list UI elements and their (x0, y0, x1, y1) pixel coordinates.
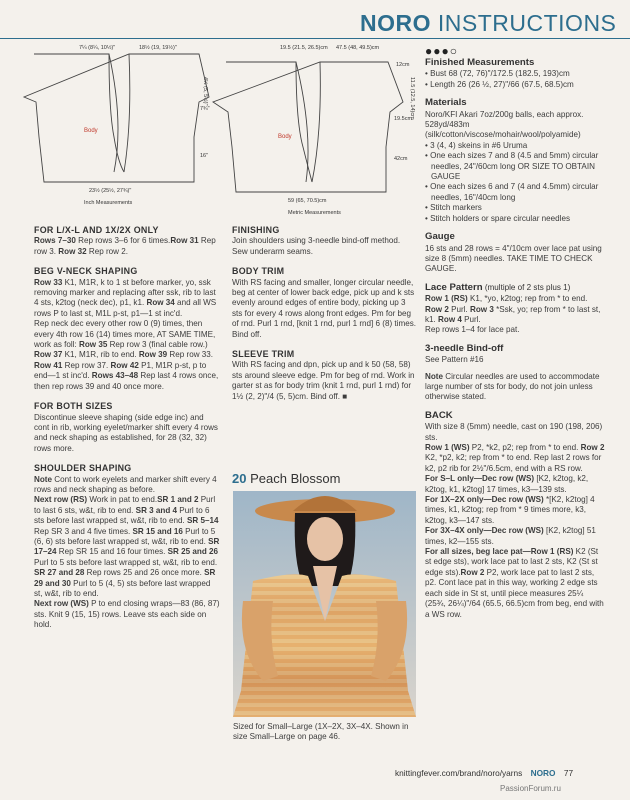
row-text: *[K2, k2tog] 4 times, k1, k2tog; rep from * 9 times more, k3, k2tog, k3—147 sts. (425, 495, 595, 525)
row-label: For all sizes, beg lace pat—Row 1 (RS) (425, 547, 574, 557)
paragraph (34, 236, 220, 257)
page-header (360, 10, 616, 37)
row-label: For S–L only—Dec row (WS) (425, 474, 535, 484)
row-label: Row 35 (78, 340, 108, 350)
row-label: Next row (WS) (34, 599, 89, 609)
bullet-text: Bust 68 (72, 76)"/172.5 (182.5, 193)cm (430, 69, 570, 79)
bullet-text: Length 26 (26 ½, 27)"/66 (67.5, 68.5)cm (430, 79, 574, 89)
row-text: P2, work lace pat to last 2 sts, p2. Cont lace pat in this way, working 2 edge sts each side in St st, until piece measures 25¼ (25¾, 26¼)"/64 (65.5, 66.5)cm from beg, end with a WS row. (425, 567, 604, 619)
row-label: Row 2 (425, 304, 449, 314)
paragraph (425, 495, 605, 526)
section-heading (425, 283, 605, 293)
paragraph (425, 294, 605, 325)
pattern-name: Peach Blossom (250, 471, 341, 486)
row-label: Row 39 (138, 350, 168, 360)
section-title: Finished Measurements (425, 57, 535, 68)
row-text: K1, M1R, rib to end. (62, 350, 139, 360)
bullet-item: • Stitch holders or spare circular needles (425, 213, 571, 223)
row-label: Row 37 (34, 350, 63, 360)
row-label: Row 31 (170, 236, 199, 246)
metric-right-top: 12cm (396, 62, 410, 68)
row-label: Row 32 (58, 246, 87, 256)
row-text: Rep row 3. (34, 236, 216, 256)
row-label: SR 27 and 28 (34, 568, 85, 578)
paragraph (425, 547, 605, 620)
inch-bottom: 23½ (25½, 27¾)" (89, 188, 132, 194)
row-text: P2, *k2, p2; rep from * to end. (469, 443, 581, 452)
inch-schematic (14, 42, 219, 222)
metric-top-right: 47.5 (48, 49.5)cm (336, 45, 380, 51)
row-text: Join shoulders using 3-needle bind-off method. Sew underarm seams. (232, 236, 401, 256)
row-text: [K2, k2tog, k2, k2tog, k1, k2tog] 17 times, k3—139 sts. (425, 474, 589, 494)
metric-top-left: 19.5 (21.5, 26.5)cm (280, 45, 328, 51)
bullet-item: • One each sizes 7 and 8 (4.5 and 5mm) circular needles, 24"/60cm long OR SIZE TO OBTAIN GAUGE (425, 151, 599, 182)
inch-right-bottom: 16" (200, 153, 209, 159)
row-text: With RS facing and dpn, pick up and k 50 (58, 58) sts around sleeve edge. Pm for beg of rnd. Work in garter st as for body trim (knit 1 rnd, purl 1 rnd) for 1½ (2, 2)"/4 (5, 5)cm. Bind off. ■ (232, 360, 415, 401)
section-heading: SHOULDER SHAPING (34, 463, 132, 474)
paragraph (425, 526, 605, 547)
skill-level-dots: ●●●○ (425, 44, 458, 58)
paragraph (34, 495, 220, 599)
metric-right-bottom: 42cm (394, 156, 408, 162)
bullet-item: • Bust 68 (72, 76)"/172.5 (182.5, 193)cm (425, 69, 570, 79)
section-title: Gauge (425, 231, 455, 243)
metric-caption: Metric Measurements (288, 210, 341, 216)
row-text: [K2, k2tog] 51 times, k2—155 sts. (425, 526, 596, 546)
row-label: For 1X–2X only—Dec row (WS) (425, 495, 544, 505)
row-label: Next row (RS) (34, 495, 88, 505)
row-text: Rep rows 3–6 for 6 times. (75, 236, 171, 246)
row-label: Row 41 (34, 360, 63, 370)
row-text: Rep SR 15 and 16 four times. (56, 547, 168, 557)
paragraph (34, 278, 220, 320)
row-text: Rep rows 1–4 for lace pat. (425, 325, 520, 335)
row-text: P to end closing wraps—83 (86, 87) sts. Knit 9 (15, 15) rows. Leave sts each side on hold. (34, 599, 220, 630)
section-heading: BODY TRIM (232, 266, 285, 277)
header-title: INSTRUCTIONS (437, 10, 617, 36)
section-note: (multiple of 2 sts plus 1) (482, 282, 571, 292)
section-heading: BEG V-NECK SHAPING (34, 266, 138, 277)
row-label: SR 25 and 26 (167, 547, 219, 557)
header-rule (0, 38, 630, 39)
section-heading: FOR BOTH SIZES (34, 401, 113, 412)
row-text: Rep last 4 rows once, then rep rows 39 and 40 once more. (34, 371, 219, 391)
row-label: Row 33 (34, 277, 63, 287)
row-label: Row 1 (WS) (425, 443, 470, 452)
section-title: Materials (425, 97, 467, 109)
row-label: Rows 7–30 (34, 236, 76, 246)
row-text: Purl to 5 (6, 6) sts before last wrapped st, w&t, rib to end. (34, 526, 216, 546)
row-label: Rows 43–48 (91, 371, 139, 381)
row-label: SR 17–24 (34, 536, 220, 557)
section-heading (425, 344, 605, 354)
row-text: Cont to work eyelets and marker shift every 4 rows and neck shaping as before. (34, 474, 217, 494)
row-text: K1, M1R, k to 1 st before marker, yo, ssk removing marker and replacing after ssk, rib to last 4 sts, k2tog (neck dec), p1, k1. (34, 277, 216, 308)
inch-right-mid: 7¾" (200, 106, 210, 112)
paragraph (34, 599, 220, 630)
row-label: SR 5–14 (186, 516, 219, 526)
bullet-item: • 3 (4, 4) skeins in #6 Uruma (425, 140, 528, 150)
paragraph (34, 413, 220, 455)
bullet-item: • One each sizes 6 and 7 (4 and 4.5mm) circular needles, 16"/40cm long (425, 182, 599, 202)
paragraph (425, 443, 605, 474)
bullet-text: One each sizes 7 and 8 (4.5 and 5mm) circular needles, 24"/60cm long OR SIZE TO OBTAIN GAUGE (430, 151, 599, 182)
inch-right-top: 4½ (5, 5½)" (202, 77, 208, 106)
row-text: Purl. (448, 304, 470, 314)
intro-text: See Pattern #16 (425, 355, 484, 365)
row-label: SR 1 and 2 (157, 495, 199, 505)
row-label: Row 3 (469, 304, 494, 314)
row-text: Purl to 6 sts before last wrapped st, w&t, rib to end. (34, 505, 210, 526)
row-label: Row 4 (438, 314, 462, 324)
row-text: P1, M1R p-st, p to end—1 st inc'd. (34, 360, 207, 381)
paragraph (425, 372, 605, 403)
bullet-item: • Length 26 (26 ½, 27)"/66 (67.5, 68.5)cm (425, 79, 574, 89)
metric-body-label: Body (278, 134, 292, 140)
section-heading (425, 411, 605, 421)
paragraph (425, 325, 605, 335)
bullet-text: 3 (4, 4) skeins in #6 Uruma (430, 140, 528, 150)
row-text: and all WS rows P to last st, M1L p-st, p1—1 st inc'd. (34, 298, 217, 318)
section-title: BACK (425, 409, 453, 421)
row-text: Circular needles are used to accommodate large number of sts for body, do not join unless otherwise stated. (425, 371, 600, 402)
row-label: SR 29 and 30 (34, 568, 216, 588)
metric-right-mid2: 19.5cm (394, 116, 413, 122)
inch-top-left: 7¼ (8¼, 10½)" (79, 45, 116, 51)
section-title: Lace Pattern (425, 281, 483, 293)
intro-text: Noro/KFI Akari 7oz/200g balls, each approx. 528yd/483m (silk/cotton/viscose/mohair/wool/polyamide) (425, 109, 584, 140)
section-heading (425, 58, 605, 68)
row-text: Rep row 2. (86, 246, 129, 256)
bullet-text: One each sizes 6 and 7 (4 and 4.5mm) circular needles, 16"/40cm long (430, 182, 599, 202)
metric-schematic (208, 42, 418, 222)
row-text: Purl to 5 sts before last wrapped st, w&t, rib to end. (34, 557, 218, 567)
paragraph (34, 475, 220, 496)
row-label: Row 34 (146, 298, 175, 308)
photo-caption: Sized for Small–Large (1X–2X, 3X–4X. Shown in size Small–Large on page 46. (233, 722, 409, 742)
inch-top-right: 18½ (19, 19½)" (139, 45, 177, 51)
row-text: With RS facing and smaller, longer circular needle, beg at center of lower back edge, pick up and k sts evenly around edges of entire body, picking up 3 sts for every 4 rows along front edges. Pm for beg of rnd. Purl 1 rnd, [knit 1 rnd, purl 1 rnd] 6 (8) times. Bind off. (232, 277, 416, 339)
row-label: SR 15 and 16 (132, 526, 183, 536)
row-label: Note (425, 371, 443, 381)
page-footer (395, 768, 573, 778)
paragraph (34, 319, 220, 392)
pattern-title (232, 471, 340, 486)
paragraph (232, 360, 416, 402)
paragraph (232, 236, 416, 257)
header-brand: NORO (360, 10, 431, 36)
row-text: Rep row 33. (167, 350, 214, 360)
left-column (34, 225, 220, 631)
section-heading: SLEEVE TRIM (232, 349, 295, 360)
paragraph (425, 474, 605, 495)
row-text: Work in pat to end. (87, 495, 158, 505)
footer-url: knittingfever.com/brand/noro/yarns (395, 768, 523, 778)
pattern-number: 20 (232, 471, 247, 486)
row-label: Row 2 (460, 567, 485, 577)
footer-brand: NORO (530, 768, 556, 778)
section-heading: FINISHING (232, 225, 280, 235)
inch-caption: Inch Measurements (84, 200, 133, 206)
metric-right-mid: 11.5 (12.5, 14)cm (409, 77, 415, 120)
watermark: PassionForum.ru (500, 784, 561, 793)
right-column (425, 58, 605, 620)
row-text: Purl. (461, 314, 481, 324)
middle-column (232, 225, 416, 402)
section-title: 3-needle Bind-off (425, 342, 504, 354)
row-label: For 3X–4X only—Dec row (WS) (425, 526, 544, 536)
metric-bottom: 59 (65, 70.5)cm (288, 198, 327, 204)
row-text: Rep rows 25 and 26 once more. (84, 568, 205, 578)
row-text: *Ssk, yo; rep from * to last st, k1. (425, 304, 601, 324)
bullet-text: Stitch holders or spare circular needles (430, 213, 571, 223)
row-text: Rep row 3 (final cable row.) (107, 340, 208, 350)
footer-page: 77 (563, 768, 574, 778)
row-text: Rep neck dec every other row 0 (9) times, then every 4th row 16 (14) times more, AT SAME TIME, work as foll: (34, 319, 216, 350)
row-text: With size 8 (5mm) needle, cast on 190 (198, 206) sts. (425, 422, 603, 442)
row-label: Row 1 (RS) (425, 294, 468, 304)
model-photo (233, 491, 416, 717)
row-text: Purl to last 6 sts, w&t, rib to end. (34, 495, 216, 515)
bullet-text: Stitch markers (430, 203, 482, 213)
paragraph (425, 422, 605, 443)
row-text: K1, *yo, k2tog; rep from * to end. (467, 294, 588, 304)
section-heading (425, 232, 605, 242)
section-heading: FOR L/X-L AND 1X/2X ONLY (34, 225, 159, 235)
bullet-item: • Stitch markers (425, 203, 482, 213)
paragraph (232, 278, 416, 340)
row-label: Note (34, 474, 52, 484)
row-text: Discontinue sleeve shaping (side edge inc) and cont in rib, working eyelet/marker shift every 4 rows and neck shaping as established, for 28 (32, 32) rows more. (34, 412, 218, 453)
row-label: SR 3 and 4 (135, 505, 178, 515)
row-label: Row 42 (110, 360, 139, 370)
row-text: Rep SR 3 and 4 five times. (34, 526, 133, 536)
intro-text: 16 sts and 28 rows = 4"/10cm over lace pat using size 8 (5mm) needles. TAKE TIME TO CHECK GAUGE. (425, 243, 602, 274)
section-heading (425, 98, 605, 108)
row-text: K2, *p2, k2; rep from * to end. Rep last 2 rows for k2, p2 rib for 2½"/6.5cm, end with a RS row. (425, 453, 602, 473)
inch-body-label: Body (84, 128, 98, 134)
row-text: K2 (St st edge sts), work lace pat to last 2 sts, K2 (St st edge sts). (425, 547, 599, 577)
row-text: Rep row 37. (62, 360, 111, 370)
row-label: Row 2 (580, 443, 605, 452)
row-text: Purl to 5 (4, 5) sts before last wrapped st, w&t, rib to end. (34, 578, 211, 598)
